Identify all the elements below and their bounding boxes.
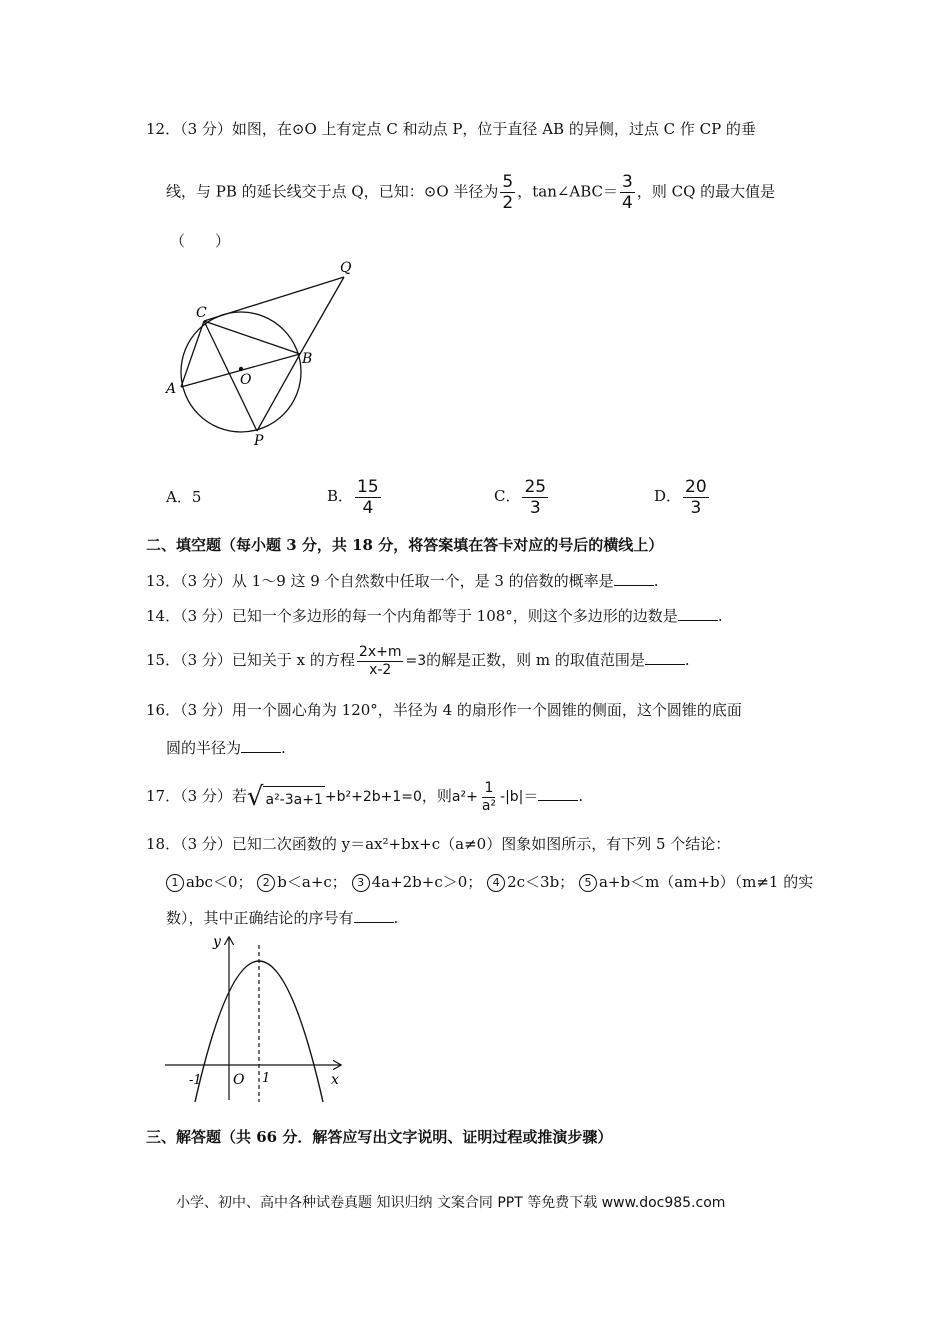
option-c: C． $\frac{25}{3}$: [494, 476, 547, 518]
answer-blank[interactable]: [241, 738, 281, 753]
option-b: B． $\frac{15}{4}$: [327, 476, 379, 518]
q18-line2: 1 abc＜0； 2 b＜a+c； 3 4a+2b+c＞0； 4 2c＜3b； 5 a+b＜m（am+b）（m≠1 的实: [166, 872, 813, 892]
q16-line1: 16．（3 分）用一个圆心角为 120°，半径为 4 的扇形作一个圆锥的侧面，这个圆锥的底面: [146, 701, 742, 719]
footer-text: 小学、初中、高中各种试卷真题 知识归纳 文案合同 PPT 等免费下载 www.doc985.com: [176, 1195, 726, 1211]
q18-line1: 18．（3 分）已知二次函数的 y＝ax²+bx+c（a≠0）图象如图所示，有下列 5 个结论：: [146, 835, 731, 853]
q12-line1: 12．（3 分）如图，在⊙O 上有定点 C 和动点 P，位于直径 AB 的异侧，过点 C 作 CP 的垂: [146, 120, 756, 138]
section-3-title: 三、解答题（共 66 分．解答应写出文字说明、证明过程或推演步骤）: [146, 1128, 613, 1146]
label-q: Q: [340, 260, 352, 276]
center-dot: [239, 367, 243, 371]
answer-blank[interactable]: [354, 908, 394, 923]
q12-line2: 线，与 PB 的延长线交于点 Q，已知：⊙O 半径为 $\frac{5}{2}$ ，tan∠ABC＝ $\frac{3}{4}$ ，则 CQ 的最大值是: [166, 172, 776, 213]
answer-blank[interactable]: [678, 606, 718, 621]
label-y: y: [213, 934, 221, 950]
q15: 15．（3 分）已知关于 x 的方程 $\frac{2x+m}{x-2}$ =3的解是正数，则 m 的取值范围是 .: [146, 643, 690, 678]
answer-blank[interactable]: [614, 571, 654, 586]
label-origin: O: [233, 1072, 245, 1088]
segment-ca: [181, 321, 204, 387]
label-b: B: [302, 351, 313, 367]
q14: 14．（3 分）已知一个多边形的每一个内角都等于 108°，则这个多边形的边数是 .: [146, 607, 723, 625]
label-x: x: [331, 1072, 339, 1088]
q16-line2: 圆的半径为 .: [166, 739, 286, 757]
radius-fraction: $\frac{5}{2}$: [502, 172, 514, 213]
option-a: A．5: [166, 488, 202, 506]
label-o: O: [240, 372, 252, 388]
answer-blank[interactable]: [645, 650, 685, 665]
label-a: A: [166, 381, 177, 397]
label-c: C: [196, 305, 207, 321]
option-d: D． $\frac{20}{3}$: [654, 476, 707, 518]
q17: 17．（3 分）若 √ a²-3a+1 +b²+2b+1=0，则a²+ $\frac{1}{\text{a²}}$ -|b|＝ .: [146, 779, 584, 814]
segment-cb: [204, 321, 300, 354]
circle-figure: [160, 255, 370, 455]
q12-answer-paren: （ ）: [170, 232, 231, 250]
answer-blank[interactable]: [538, 786, 578, 801]
label-p: P: [254, 433, 264, 449]
q13: 13．（3 分）从 1～9 这 9 个自然数中任取一个，是 3 的倍数的概率是 .: [146, 572, 659, 590]
label-neg1: -1: [189, 1073, 202, 1088]
q18-line3: 数），其中正确结论的序号有 .: [166, 909, 399, 927]
label-1: 1: [262, 1071, 271, 1086]
circle-symbol: ⊙: [291, 120, 305, 138]
section-2-title: 二、填空题（每小题 3 分，共 18 分，将答案填在答卡对应的号后的横线上）: [146, 536, 664, 554]
parabola-graph: [155, 930, 355, 1105]
tan-fraction: $\frac{3}{4}$: [622, 172, 633, 213]
